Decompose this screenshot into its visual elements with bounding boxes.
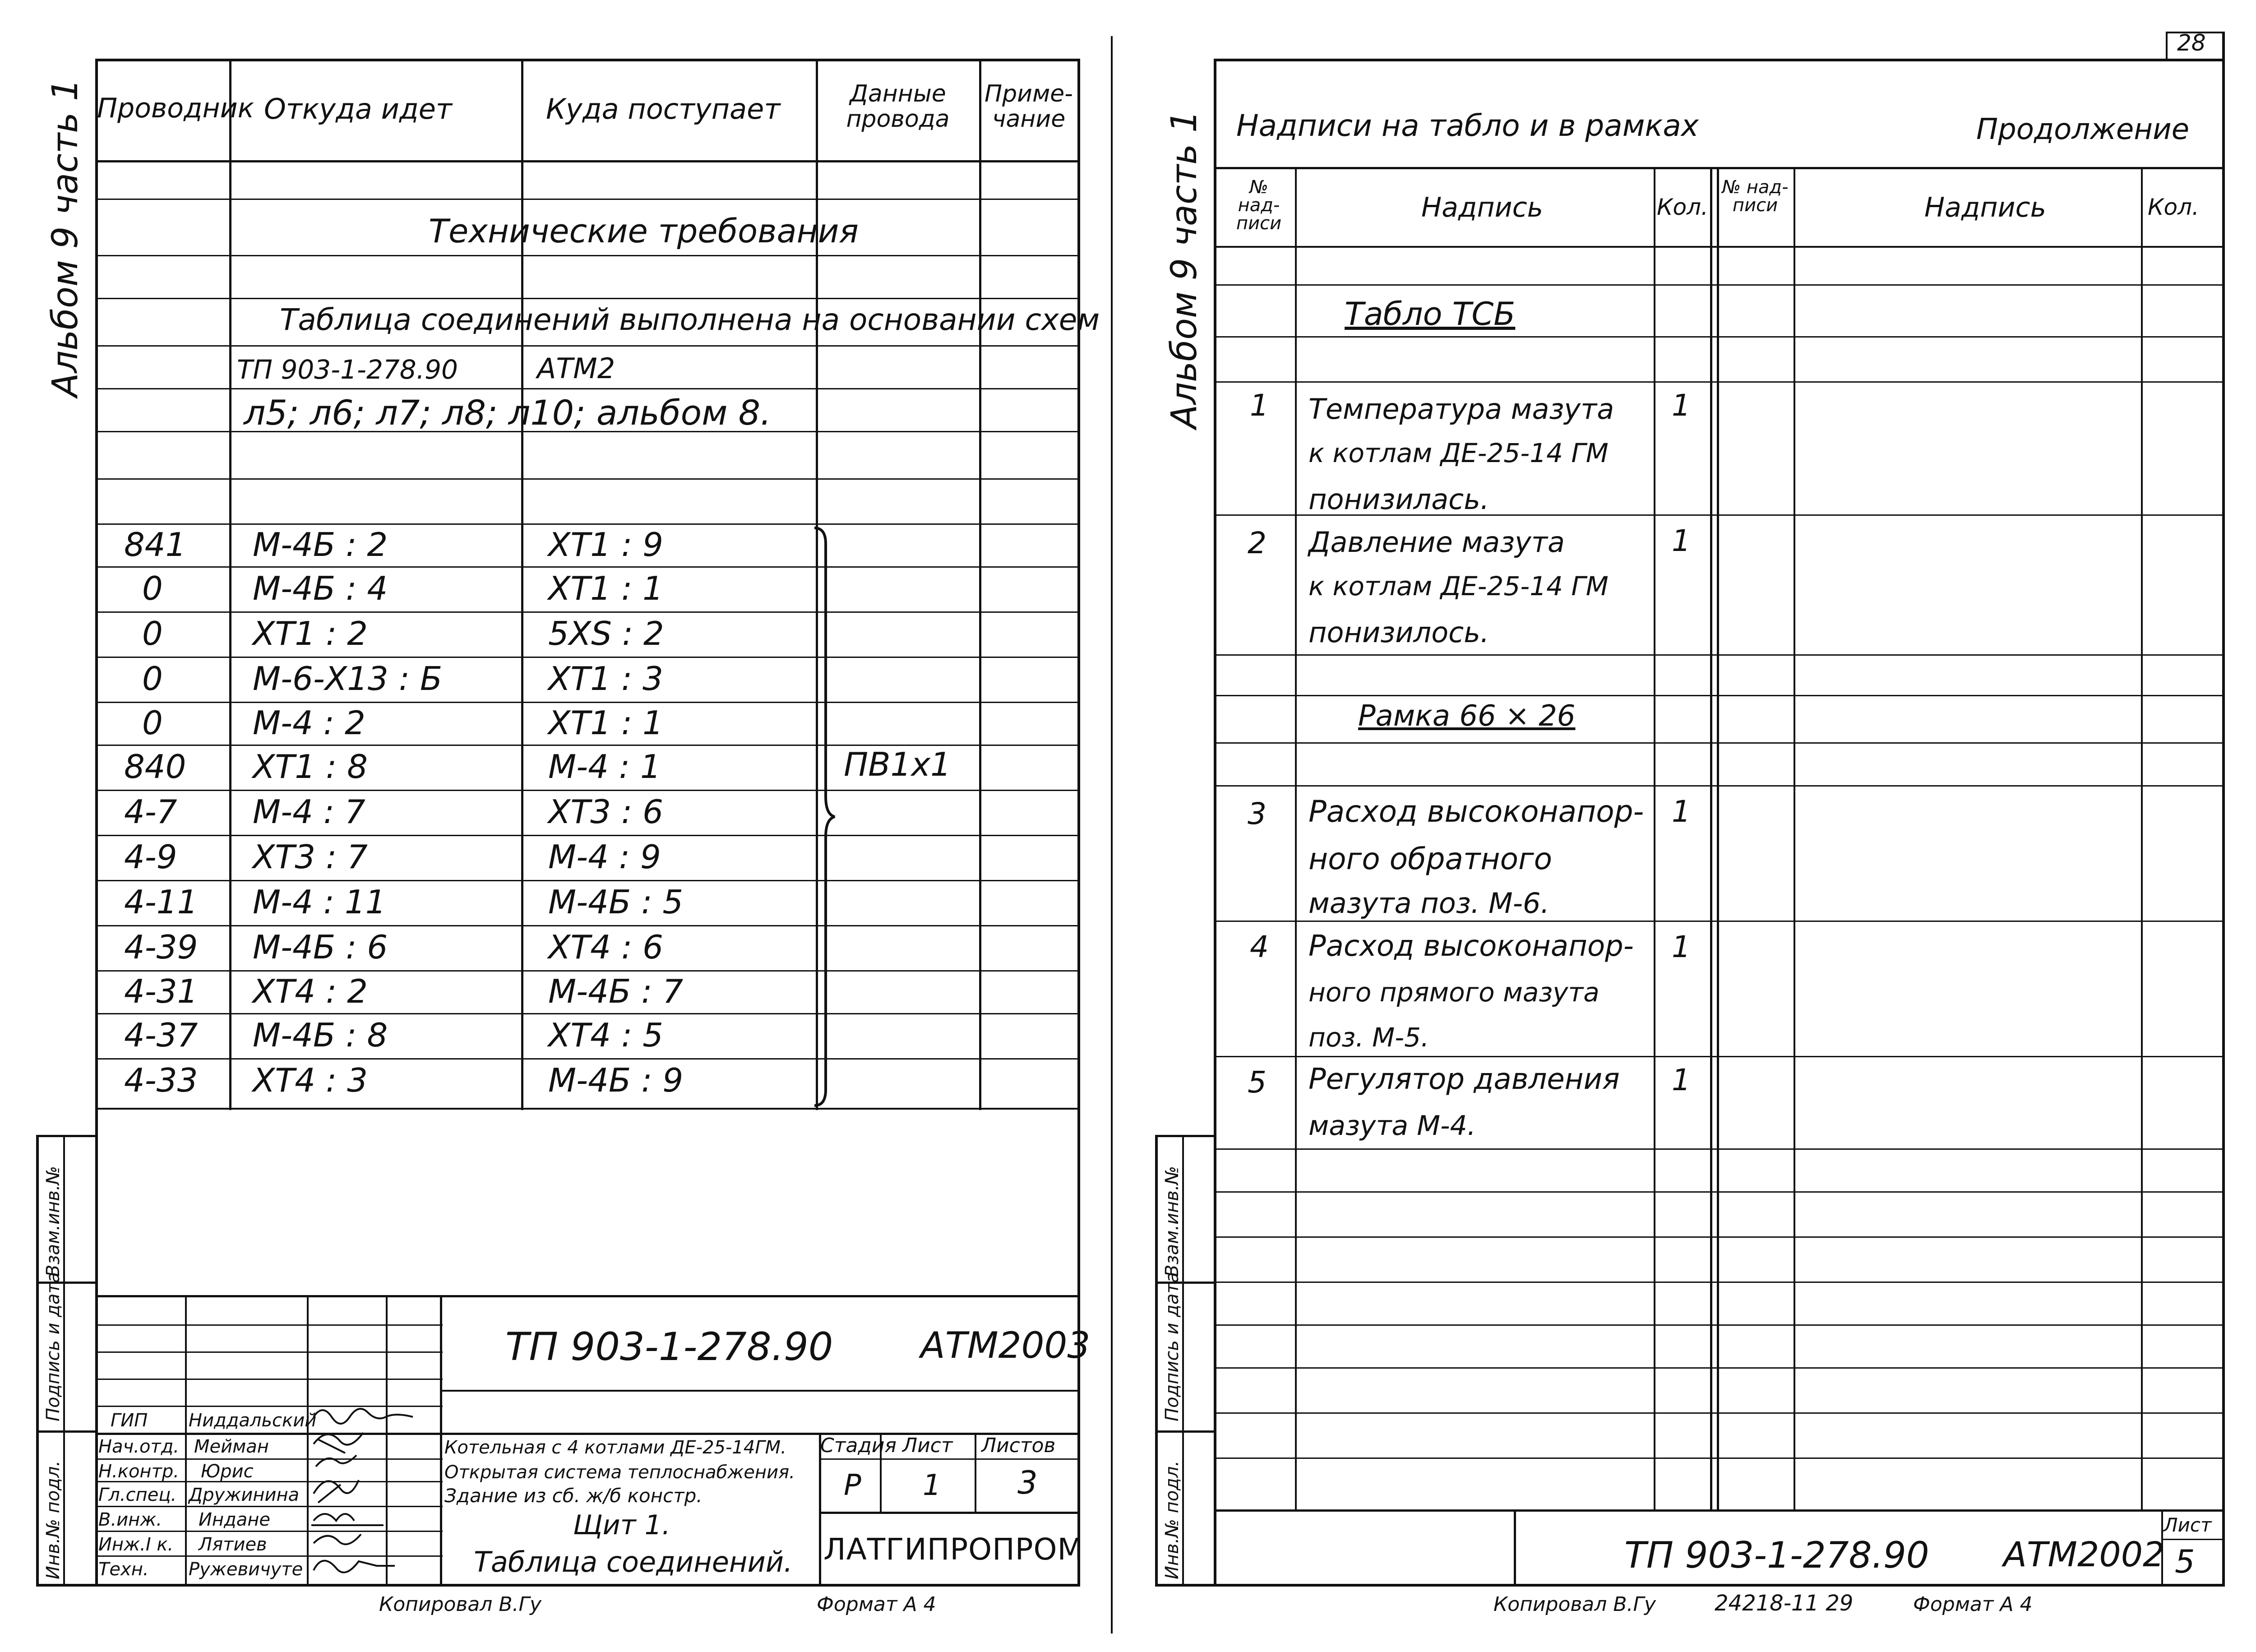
side-album-label: Альбом 9 часть 1 [45,79,86,397]
entry-1-no: 1 [1250,388,1269,423]
row-12-to: ХТ4 : 5 [548,1016,663,1054]
side-stamp-replace-right: Взам.инв.№ [1162,1166,1183,1277]
stage-value: Р [844,1469,861,1502]
row-2-to: ХТ1 : 1 [548,569,663,607]
wire-data-value: ПВ1х1 [844,745,951,783]
side-stamp-inventory-right: Инв.№ подл. [1162,1460,1183,1579]
role-technician: Техн. [98,1559,149,1580]
col-header-conductor: Проводник [97,93,254,124]
row-8-to: М-4 : 9 [548,838,661,876]
entry-2-no: 2 [1248,526,1267,560]
row-10-to: ХТ4 : 6 [548,928,663,966]
ref-line-doc: ТП 903-1-278.90 [237,354,458,385]
object-line-1: Котельная с 4 котлами ДЕ-25-14ГМ. [444,1437,786,1458]
row-4-cond: 0 [142,660,163,698]
row-11-cond: 4-31 [124,972,198,1010]
col-header-no: № над-писи [1236,177,1282,234]
col-header-text-2: Надпись [1924,192,2046,223]
col-header-qty-2: Кол. [2148,194,2199,220]
role-dept-head: Нач.отд. [98,1436,180,1457]
sheet-divider [1111,36,1113,1633]
sheet-code-right: АТМ2002 [2003,1534,2165,1574]
row-9-cond: 4-11 [124,883,198,921]
row-2-cond: 0 [142,569,163,607]
format-label-right: Формат А 4 [1913,1593,2033,1616]
entry-4-line-1: Расход высоконапор- [1308,930,1634,963]
entry-2-qty: 1 [1672,523,1691,558]
col-header-no-2: № над-писи [1722,177,1789,216]
continuation-label: Продолжение [1976,113,2190,146]
col-header-to: Куда поступает [546,93,781,125]
row-3-from: ХТ1 : 2 [253,615,368,652]
ref-line-code: АТМ2 [537,352,615,385]
wire-brace [812,526,839,1108]
role-engineer: Инж.I к. [98,1534,174,1555]
page-corner-number: 28 [2177,30,2206,56]
row-3-to: 5ХS : 2 [548,615,664,652]
row-10-cond: 4-39 [124,928,198,966]
doc-code-right: ТП 903-1-278.90 [1624,1534,1929,1576]
entry-5-qty: 1 [1672,1063,1691,1097]
row-7-cond: 4-7 [124,793,177,831]
name-gip: Ниддальский [189,1410,317,1431]
copied-by-right: Копировал В.Гу [1493,1593,1656,1616]
entry-5-line-2: мазута М-4. [1308,1110,1476,1142]
row-1-cond: 841 [124,526,186,564]
name-dept-head: Мейман [194,1436,269,1457]
role-chief-spec: Гл.спец. [98,1485,177,1505]
row-4-to: ХТ1 : 3 [548,660,663,698]
entry-2-line-2: к котлам ДЕ-25-14 ГМ [1308,571,1609,602]
row-13-from: ХТ4 : 3 [253,1061,368,1099]
sheet-number-right: 5 [2175,1543,2195,1580]
col-header-text: Надпись [1421,192,1543,223]
role-lead-engineer: В.инж. [98,1509,162,1530]
side-stamp-signature: Подпись и дата [43,1272,64,1421]
side-stamp-signature-right: Подпись и дата [1162,1272,1183,1421]
row-12-from: М-4Б : 8 [253,1016,388,1054]
entry-5-no: 5 [1248,1065,1267,1100]
object-line-3: Здание из сб. ж/б констр. [444,1485,703,1507]
row-7-from: М-4 : 7 [253,793,365,831]
title-sheet-code: АТМ2003 [920,1324,1091,1366]
object-line-2: Открытая система теплоснабжения. [444,1462,795,1483]
row-2-from: М-4Б : 4 [253,569,388,607]
name-norm-control: Юрис [201,1461,254,1482]
row-5-from: М-4 : 2 [253,704,365,742]
entry-4-qty: 1 [1672,930,1691,964]
entry-3-line-2: ного обратного [1308,842,1553,876]
entry-3-line-3: мазута поз. М-6. [1308,887,1550,920]
name-engineer: Лятиев [199,1534,267,1555]
entry-4-line-2: ного прямого мазута [1308,977,1600,1008]
col-header-qty: Кол. [1657,194,1708,220]
entry-3-line-1: Расход высоконапор- [1308,794,1644,829]
side-album-label-right: Альбом 9 часть 1 [1164,110,1205,429]
row-9-from: М-4 : 11 [253,883,386,921]
row-8-from: ХТ3 : 7 [253,838,368,876]
row-11-to: М-4Б : 7 [548,972,684,1010]
sheets-value: 3 [1017,1464,1038,1501]
entry-3-qty: 1 [1672,794,1691,829]
entry-1-line-1: Температура мазута [1308,393,1614,426]
copied-by: Копировал В.Гу [379,1593,542,1616]
sheets-label: Листов [981,1434,1056,1457]
sheet-value: 1 [923,1469,941,1502]
doc-title-2: Таблица соединений. [474,1546,793,1578]
role-norm-control: Н.контр. [98,1461,179,1482]
row-7-to: ХТ3 : 6 [548,793,663,831]
row-5-cond: 0 [142,704,163,742]
row-3-cond: 0 [142,615,163,652]
sheet-label: Лист [902,1434,953,1457]
entry-1-line-3: понизилась. [1308,483,1489,516]
doc-title-1: Щит 1. [573,1509,670,1541]
row-6-from: ХТ1 : 8 [253,748,368,786]
name-chief-spec: Дружинина [189,1485,300,1505]
basis-line: Таблица соединений выполнена на основании схем [280,302,1100,337]
entry-1-qty: 1 [1672,388,1691,423]
entry-1-line-2: к котлам ДЕ-25-14 ГМ [1308,438,1609,468]
entry-4-line-3: поз. М-5. [1308,1022,1429,1053]
col-header-wire-data: Данные провода [846,80,950,133]
section-frame: Рамка 66 × 26 [1358,699,1576,733]
row-1-from: М-4Б : 2 [253,526,388,564]
role-gip: ГИП [111,1410,148,1431]
row-4-from: М-6-Х13 : Б [253,660,443,698]
heading: Надписи на табло и в рамках [1236,108,1699,143]
entry-4-no: 4 [1250,930,1269,964]
name-technician: Ружевичуте [189,1559,303,1580]
row-5-to: ХТ1 : 1 [548,704,663,742]
stage-label: Стадия [820,1434,897,1457]
order-number: 24218-11 29 [1715,1591,1854,1616]
name-lead-engineer: Индане [199,1509,271,1530]
row-6-cond: 840 [124,748,186,786]
entry-3-no: 3 [1248,796,1267,831]
entry-2-line-3: понизилось. [1308,616,1489,649]
row-12-cond: 4-37 [124,1016,198,1054]
col-header-note: Приме-чание [985,80,1073,133]
row-10-from: М-4Б : 6 [253,928,388,966]
side-stamp-replace: Взам.инв.№ [43,1166,64,1277]
row-13-cond: 4-33 [124,1061,198,1099]
title-doc-code: ТП 903-1-278.90 [505,1324,833,1370]
col-header-from: Откуда идет [264,93,453,125]
row-6-to: М-4 : 1 [548,748,661,786]
format-label: Формат А 4 [817,1593,936,1616]
entry-5-line-1: Регулятор давления [1308,1063,1620,1096]
side-stamp-inventory: Инв.№ подл. [43,1460,64,1579]
row-11-from: ХТ4 : 2 [253,972,368,1010]
row-1-to: ХТ1 : 9 [548,526,663,564]
row-13-to: М-4Б : 9 [548,1061,684,1099]
row-8-cond: 4-9 [124,838,177,876]
section-tablo: Табло ТСБ [1345,296,1516,333]
sheets-line: л5; л6; л7; л8; л10; альбом 8. [244,393,772,433]
sheet-label-right: Лист [2164,1514,2212,1536]
row-9-to: М-4Б : 5 [548,883,684,921]
signature-marks [309,1399,440,1584]
org-name: ЛАТГИПРОПРОМ [823,1532,1084,1567]
tech-requirements-title: Технические требования [429,212,859,250]
entry-2-line-1: Давление мазута [1308,526,1565,559]
